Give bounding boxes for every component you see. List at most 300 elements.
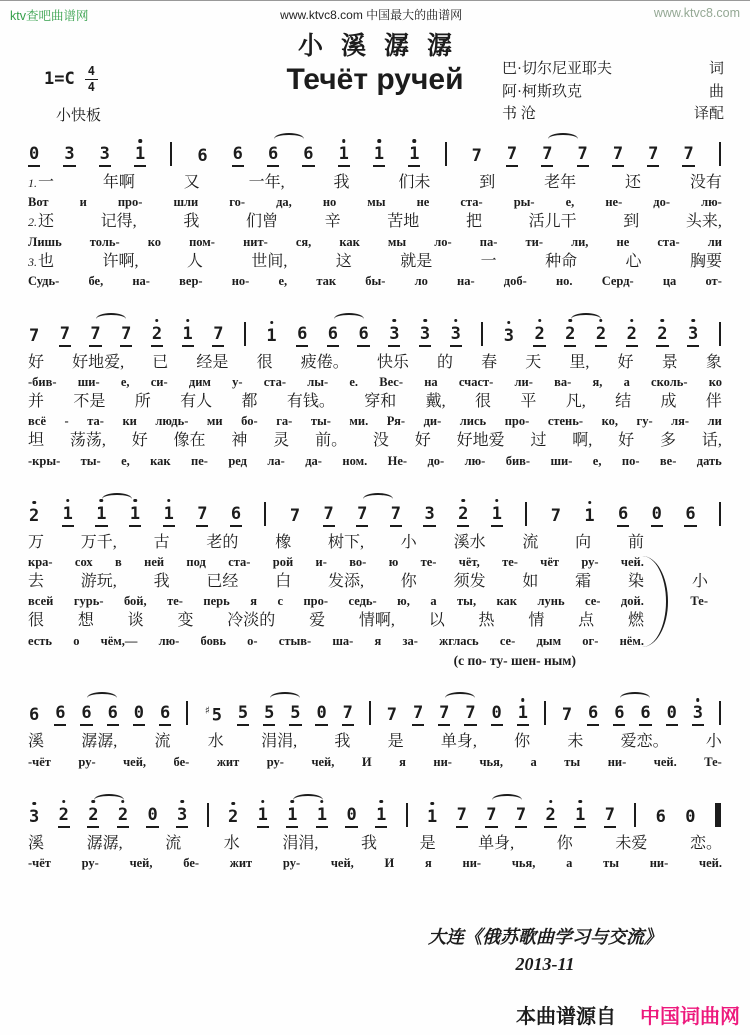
- music-note: 2: [28, 508, 40, 527]
- lyric-word: жглась: [439, 633, 479, 648]
- lyric-word: се-: [585, 594, 601, 609]
- music-note: 7: [541, 146, 553, 167]
- lyric-line-russian: [26, 855, 724, 872]
- lyric-word: доб-: [503, 273, 527, 288]
- lyric-word: есть: [28, 633, 52, 648]
- music-system: [26, 310, 724, 470]
- music-note: 7: [515, 807, 527, 828]
- lyric-word: 好地爱,: [72, 353, 125, 371]
- lyric-word: 到: [479, 174, 496, 191]
- music-note: 2: [595, 326, 607, 347]
- lyric-line-russian: [26, 234, 724, 251]
- lyric-word: как: [496, 594, 518, 609]
- music-note: 0: [146, 807, 158, 828]
- music-note: 6: [357, 326, 369, 347]
- lyric-word: 橡: [275, 533, 292, 551]
- lyric-word: гу-: [636, 414, 653, 429]
- lyric-word: е.: [349, 375, 359, 390]
- site-link-right[interactable]: www.ktvc8.com: [653, 6, 740, 20]
- music-note: 1: [129, 506, 141, 527]
- lyric-word: ла-: [267, 453, 285, 468]
- lyric-word: 凡,: [565, 393, 586, 411]
- lyric-word: чей.: [699, 856, 722, 871]
- music-note: 7: [120, 326, 132, 347]
- lyric-word: 许啊,: [102, 252, 139, 270]
- composer-role: 曲: [708, 83, 724, 100]
- music-note: 2: [457, 506, 469, 527]
- lyric-word: ли-: [514, 375, 533, 390]
- lyric-word: ста-: [228, 554, 251, 569]
- octave-dot-icon: [691, 319, 695, 323]
- octave-dot-icon: [342, 139, 346, 143]
- lyric-word: бовь: [200, 633, 226, 648]
- lyric-word: 溪水: [453, 533, 486, 551]
- lyric-word: 有钱。: [286, 393, 335, 411]
- barline: [719, 701, 721, 725]
- lyric-word: 神: [231, 432, 248, 450]
- music-note: 2: [544, 807, 556, 828]
- lyric-word: людь-: [155, 414, 189, 429]
- lyric-word: лю-: [701, 195, 722, 210]
- lyric-word: 这: [335, 252, 352, 270]
- music-note: 1: [257, 807, 269, 828]
- attribution-source: 大连《俄苏歌曲学习与交流》: [428, 926, 662, 947]
- lyric-word: дать: [696, 453, 722, 468]
- lyric-word: рой: [272, 554, 294, 569]
- lyric-word: го-: [229, 195, 246, 210]
- barline: [719, 142, 721, 166]
- lyric-word: ли: [707, 234, 722, 249]
- lyric-word: но-: [231, 273, 250, 288]
- lyric-word: 未: [567, 733, 584, 751]
- music-note: 1: [163, 506, 175, 527]
- lyric-word: 前。: [315, 432, 348, 450]
- lyric-word: так: [316, 273, 337, 288]
- lyric-word: 疲倦。: [300, 353, 349, 371]
- lyric-block: [26, 532, 724, 650]
- lyric-word: 2.还: [28, 213, 55, 231]
- lyric-word: 变: [177, 612, 194, 630]
- lyric-word: 所: [134, 393, 151, 411]
- lyric-word: о-: [247, 633, 258, 648]
- source-attribution: [380, 924, 710, 978]
- music-note: 3: [503, 328, 515, 347]
- lyric-word: ты,: [457, 594, 477, 609]
- lyric-line-russian: [26, 273, 724, 290]
- lyric-word: 涓涓,: [282, 834, 319, 852]
- music-line: [26, 490, 724, 532]
- music-note: 1: [517, 705, 529, 726]
- music-line: [26, 310, 724, 352]
- octave-dot-icon: [133, 499, 137, 503]
- final-barline: [715, 803, 721, 827]
- lyric-word: лю-: [464, 453, 486, 468]
- lyric-word: 我: [183, 213, 200, 231]
- lyric-word: 就是: [400, 252, 433, 270]
- lyric-word: ты: [564, 754, 581, 769]
- lyric-word: -кры-: [28, 453, 61, 468]
- lyric-word: а: [430, 594, 437, 609]
- lyric-word: Серд-: [601, 273, 634, 288]
- verse-number: 2.: [28, 215, 37, 230]
- music-note: 1: [265, 328, 277, 347]
- lyric-word: ней: [144, 554, 165, 569]
- lyricist-name: 巴·切尔尼亚耶夫: [502, 61, 612, 77]
- lyric-word: 记得,: [100, 213, 137, 231]
- octave-dot-icon: [121, 800, 125, 804]
- music-note: 6: [587, 705, 599, 726]
- octave-dot-icon: [507, 321, 511, 325]
- lyric-word: 我: [334, 733, 351, 751]
- lyric-word: чёт: [540, 554, 560, 569]
- music-note: 6: [267, 146, 279, 167]
- octave-dot-icon: [430, 802, 434, 806]
- systems: [0, 130, 750, 872]
- music-note: 7: [356, 506, 368, 527]
- lyric-word: ца: [662, 273, 677, 288]
- octave-dot-icon: [661, 319, 665, 323]
- lyric-word: И: [361, 754, 372, 769]
- music-note: 6: [107, 705, 119, 726]
- lyric-line-chinese: [26, 391, 724, 413]
- lyric-word: ни-: [462, 856, 482, 871]
- lyric-word: 热: [478, 612, 495, 630]
- lyric-word: 好: [414, 432, 431, 450]
- lyric-word: 苦地: [387, 213, 420, 231]
- slur-arc-icon: [293, 794, 323, 806]
- site-link-left[interactable]: ktv查吧曲谱网: [10, 9, 89, 23]
- octave-dot-icon: [413, 139, 417, 143]
- lyric-word: не: [416, 195, 430, 210]
- lyric-word: 你: [400, 572, 417, 590]
- lyric-line-chinese: [26, 610, 724, 632]
- lyric-word: 们未: [398, 174, 431, 191]
- lyric-word: ми: [206, 414, 223, 429]
- lyric-word: 有人: [180, 393, 213, 411]
- lyric-word: ты-: [80, 453, 101, 468]
- lyric-word: 是: [419, 834, 436, 852]
- lyric-tail: 小: [691, 572, 708, 590]
- lyric-line-russian: [26, 413, 724, 430]
- lyric-line-chinese: [26, 833, 724, 855]
- music-note: 3: [450, 326, 462, 347]
- lyric-word: 戴,: [425, 393, 446, 411]
- lyric-word: я: [425, 856, 432, 871]
- top-bar: [0, 1, 750, 24]
- lyric-word: гурь-: [73, 594, 104, 609]
- lyric-word: 灵: [273, 432, 290, 450]
- lyric-word: чём,—: [100, 633, 138, 648]
- lyric-word: -чёт: [28, 754, 51, 769]
- lyric-line-chinese: [26, 731, 724, 753]
- lyric-word: от-: [705, 273, 722, 288]
- music-system: [26, 791, 724, 872]
- lyric-word: 冷淡的: [227, 612, 276, 630]
- music-note: 6: [80, 705, 92, 726]
- music-note: 3: [63, 146, 75, 167]
- octave-dot-icon: [62, 800, 66, 804]
- lyric-line-chinese: [26, 251, 724, 273]
- lyric-word: 古: [153, 533, 170, 551]
- lyric-word: чья,: [479, 754, 504, 769]
- music-note: 0: [345, 807, 357, 828]
- lyric-word: ся,: [295, 234, 312, 249]
- music-note: 2: [626, 326, 638, 347]
- lyric-line-chinese: [26, 211, 724, 233]
- lyric-word: мы: [387, 234, 407, 249]
- lyric-word: седь-: [348, 594, 377, 609]
- lyric-word: 成: [660, 393, 677, 411]
- music-note: 6: [54, 705, 66, 726]
- lyric-word: те-: [167, 594, 183, 609]
- octave-dot-icon: [186, 319, 190, 323]
- lyric-word: И: [384, 856, 395, 871]
- lyric-word: а: [623, 375, 630, 390]
- octave-dot-icon: [180, 800, 184, 804]
- lyric-word: 情啊,: [358, 612, 395, 630]
- lyric-word: стень-: [547, 414, 584, 429]
- song-title-russian: Течёт ручей: [286, 63, 464, 96]
- slur-arc-icon: [571, 313, 601, 325]
- lyric-word: си-: [150, 375, 168, 390]
- lyric-word: ста-: [460, 195, 483, 210]
- octave-dot-icon: [32, 501, 36, 505]
- credit-translator: [502, 103, 724, 126]
- lyric-word: 我: [333, 174, 350, 191]
- lyric-word: не-: [605, 195, 623, 210]
- lyric-word: 以: [428, 612, 445, 630]
- lyric-word: на-: [132, 273, 150, 288]
- lyric-word: в: [115, 554, 122, 569]
- lyric-word: ста-: [263, 375, 287, 390]
- lyric-word: у-: [232, 375, 243, 390]
- lyric-word: 好地爱: [456, 432, 505, 450]
- music-note: 6: [230, 506, 242, 527]
- lyric-word: жит: [216, 754, 240, 769]
- music-note: 5: [263, 705, 275, 726]
- slur-arc-icon: [334, 313, 364, 325]
- music-note: 6: [327, 326, 339, 347]
- lyric-word: 爱: [309, 612, 326, 630]
- footer-site-link[interactable]: 中国词曲网: [640, 1006, 740, 1028]
- lyric-word: 景: [661, 353, 678, 371]
- lyric-word: толь-: [89, 234, 120, 249]
- music-note: 7: [604, 807, 616, 828]
- octave-dot-icon: [521, 698, 525, 702]
- lyric-word: 快乐: [376, 353, 409, 371]
- music-note: 7: [438, 705, 450, 726]
- lyric-word: нём.: [619, 633, 644, 648]
- lyric-word: 向: [575, 533, 592, 551]
- music-note: 1: [134, 146, 146, 167]
- music-note: 6: [617, 506, 629, 527]
- lyric-word: 潺潺,: [81, 733, 118, 751]
- lyric-word: па-: [479, 234, 498, 249]
- lyric-word: дой.: [620, 594, 644, 609]
- music-note: 1: [316, 807, 328, 828]
- lyric-word: 啊,: [572, 432, 593, 450]
- lyric-word: ог-: [582, 633, 599, 648]
- footer-prefix: 本曲谱源自: [516, 1006, 616, 1028]
- music-note: 1: [62, 506, 74, 527]
- lyric-word: чей.: [620, 554, 644, 569]
- octave-dot-icon: [599, 319, 603, 323]
- lyric-word: ру-: [81, 856, 99, 871]
- lyric-word: 平: [520, 393, 537, 411]
- lyric-word: ли,: [571, 234, 589, 249]
- verse-number: 3.: [28, 254, 37, 269]
- lyric-word: 多: [659, 432, 676, 450]
- lyric-word: Вес-: [379, 375, 403, 390]
- lyric-word: 爱恋。: [620, 733, 669, 751]
- music-note: 3: [99, 146, 111, 167]
- lyric-word: 结: [615, 393, 632, 411]
- lyric-word: чёт,: [458, 554, 480, 569]
- lyric-word: на-: [457, 273, 475, 288]
- lyric-word: чей,: [123, 754, 147, 769]
- lyric-word: вер-: [179, 273, 203, 288]
- octave-dot-icon: [549, 800, 553, 804]
- verse-number: 1.: [28, 176, 37, 190]
- lyric-word: и: [79, 195, 87, 210]
- lyric-line-russian: [26, 754, 724, 771]
- lyric-word: 谈: [127, 612, 144, 630]
- lyric-word: Вот: [28, 195, 49, 210]
- lyric-word: по-: [621, 453, 640, 468]
- lyric-word: 话,: [701, 432, 722, 450]
- lyric-word: ю: [388, 554, 399, 569]
- music-note: 2: [117, 807, 129, 828]
- lyric-word: 心: [625, 252, 642, 270]
- lyric-word: ты-: [310, 414, 331, 429]
- music-note: 6: [639, 705, 651, 726]
- lyric-word: не: [616, 234, 630, 249]
- music-note: 6: [296, 326, 308, 347]
- lyric-word: 伴: [705, 393, 722, 411]
- octave-dot-icon: [461, 499, 465, 503]
- lyric-word: 万: [28, 533, 45, 551]
- octave-dot-icon: [261, 800, 265, 804]
- lyric-word: лю-: [158, 633, 180, 648]
- lyric-word: 像在: [173, 432, 206, 450]
- music-note: 2: [564, 326, 576, 347]
- lyric-word: как: [150, 453, 171, 468]
- lyric-word: 种命: [545, 252, 578, 270]
- lyric-word: 水: [223, 834, 240, 852]
- lyric-word: шли: [173, 195, 199, 210]
- lyric-word: Ря-: [386, 414, 406, 429]
- music-note: 6: [197, 146, 208, 166]
- music-note: 6: [684, 506, 696, 527]
- lyric-word: ми.: [349, 414, 369, 429]
- lyric-word: ты: [603, 856, 619, 871]
- lyric-word: про-: [303, 594, 329, 609]
- lyric-line-chinese: [26, 352, 724, 374]
- lyric-word: под: [186, 554, 206, 569]
- lyric-word: чья,: [511, 856, 536, 871]
- music-note: 7: [196, 506, 208, 527]
- meter-upper: 4: [85, 65, 98, 80]
- lyric-word: 小: [400, 533, 417, 551]
- lyric-word: бы-: [365, 273, 386, 288]
- lyric-word: 好: [28, 353, 45, 371]
- barline: [544, 701, 546, 725]
- lyric-word: 流: [154, 733, 171, 751]
- music-note: 7: [682, 146, 694, 167]
- lyric-word: ру-: [78, 754, 96, 769]
- key-signature: [44, 65, 98, 93]
- octave-dot-icon: [270, 321, 274, 325]
- lyric-word: 万千,: [80, 533, 117, 551]
- sharp-icon: ♯: [204, 703, 211, 717]
- lyric-word: 流: [165, 834, 182, 852]
- lyric-word: 单身,: [440, 733, 477, 751]
- lyric-word: дим: [188, 375, 211, 390]
- music-note: 1: [583, 508, 595, 527]
- lyric-word: 都: [241, 393, 258, 411]
- barline: [406, 803, 408, 827]
- lyric-word: сох: [74, 554, 93, 569]
- lyric-word: 小: [705, 733, 722, 751]
- lyric-word: да,: [276, 195, 292, 210]
- lyric-word: на: [424, 375, 438, 390]
- music-system: [26, 689, 724, 770]
- slur-arc-icon: [94, 794, 124, 806]
- music-note: 0: [666, 705, 678, 726]
- lyric-word: ши-: [550, 453, 573, 468]
- lyric-word: ни-: [649, 856, 669, 871]
- lyric-word: -чёт: [28, 856, 51, 871]
- time-signature: [85, 65, 98, 93]
- lyric-word: о: [73, 633, 80, 648]
- lyric-word: 老年: [544, 174, 577, 191]
- music-note: 2: [533, 326, 545, 347]
- lyric-word: стыв-: [278, 633, 312, 648]
- music-note: 0: [491, 705, 503, 726]
- lyric-word: всей: [28, 594, 54, 609]
- lyric-word: бе-: [173, 754, 190, 769]
- lyric-line-chinese: [26, 430, 724, 452]
- meter-lower: 4: [87, 79, 95, 94]
- barline: [525, 502, 527, 526]
- lyric-word: ло: [414, 273, 428, 288]
- lyric-word: 是: [387, 733, 404, 751]
- lyric-word: чей,: [129, 856, 153, 871]
- lyric-word: а: [566, 856, 573, 871]
- music-note: 7: [550, 505, 561, 526]
- lyric-word: ля-: [671, 414, 690, 429]
- music-note: 0: [133, 705, 145, 726]
- lyric-word: во-: [349, 554, 367, 569]
- music-note: 7: [323, 506, 335, 527]
- music-note: 7: [464, 705, 476, 726]
- music-note: 1: [286, 807, 298, 828]
- lyric-word: ли: [707, 414, 722, 429]
- music-note: 7: [471, 146, 482, 166]
- lyric-word: е,: [592, 453, 602, 468]
- lyric-word: ша-: [332, 633, 354, 648]
- slur-arc-icon: [492, 794, 522, 806]
- music-note: 7: [506, 146, 518, 167]
- lyric-word: про-: [504, 414, 530, 429]
- barline: [445, 142, 447, 166]
- lyric-word: 你: [556, 834, 573, 852]
- lyric-word: ди-: [423, 414, 442, 429]
- lyric-word: ном.: [342, 453, 368, 468]
- barline: [207, 803, 209, 827]
- lyric-word: 1.一: [28, 174, 55, 191]
- lyric-word: до-: [653, 195, 671, 210]
